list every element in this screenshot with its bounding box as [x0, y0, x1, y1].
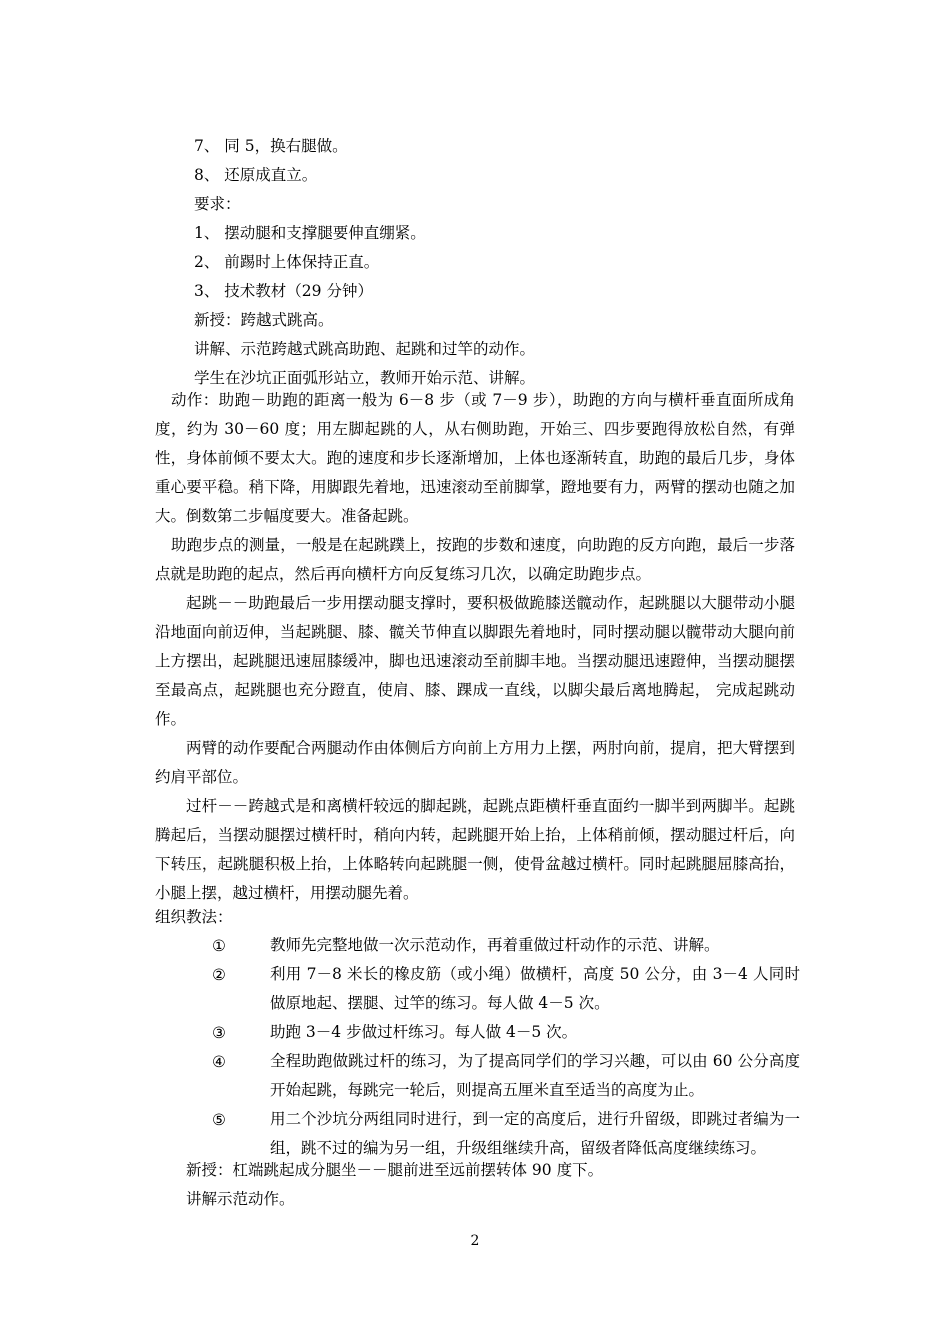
- method-5-text: 用二个沙坑分两组同时进行，到一定的高度后，进行升留级，即跳过者编为一组，跳不过的编为另一组，升级组继续升高，留级者降低高度继续练习。: [270, 1110, 800, 1157]
- method-1-number: ①: [212, 937, 226, 955]
- method-2-text: 利用 7－8 米长的橡皮筋（或小绳）做横杆，高度 50 公分，由 3－4 人同时做原地起、摆腿、过竿的练习。每人做 4－5 次。: [270, 965, 800, 1012]
- method-3-text: 助跑 3－4 步做过杆练习。每人做 4－5 次。: [270, 1023, 578, 1041]
- step-8-line: 8、 还原成直立。: [194, 166, 318, 184]
- new-lesson-parallel-bars: 新授：杠端跳起成分腿坐－－腿前进至远前摆转体 90 度下。: [186, 1161, 604, 1179]
- method-3-number: ③: [212, 1024, 226, 1042]
- bar-crossing-paragraph: 过杆－－跨越式是和离横杆较远的脚起跳，起跳点距横杆垂直面约一脚半到两脚半。起跳腾起后，当摆动腿摆过横杆时，稍向内转，起跳腿开始上抬，上体稍前倾，摆动腿过杆后，向下转压，起跳腿积极上抬，上体略转向起跳腿一侧，使骨盆越过横杆。同时起跳腿屈膝高抬，小腿上摆，越过横杆，用摆动腿先着。: [155, 797, 795, 902]
- students-position-line: 学生在沙坑正面弧形站立，教师开始示范、讲解。: [194, 369, 536, 387]
- explain-demonstrate-line: 讲解、示范跨越式跳高助跑、起跳和过竿的动作。: [194, 340, 536, 358]
- step-7-line: 7、 同 5，换右腿做。: [194, 137, 348, 155]
- method-5-number: ⑤: [212, 1111, 226, 1129]
- run-up-measure-paragraph: 助跑步点的测量，一般是在起跳蹼上，按跑的步数和速度，向助跑的反方向跑，最后一步落点就是助跑的起点，然后再向横杆方向反复练习几次，以确定助跑步点。: [155, 536, 795, 583]
- requirement-3: 3、 技术教材（29 分钟）: [194, 282, 373, 300]
- explain-demonstrate-line-2: 讲解示范动作。: [186, 1190, 295, 1208]
- method-1-text: 教师先完整地做一次示范动作，再着重做过杆动作的示范、讲解。: [270, 936, 720, 954]
- organization-method-heading: 组织教法：: [155, 908, 233, 926]
- page-number: 2: [470, 1233, 480, 1249]
- new-lesson-high-jump: 新授：跨越式跳高。: [194, 311, 334, 329]
- method-4-text: 全程助跑做跳过杆的练习，为了提高同学们的学习兴趣，可以由 60 公分高度开始起跳，每跳完一轮后，则提高五厘米直至适当的高度为止。: [270, 1052, 800, 1099]
- requirements-heading: 要求：: [194, 195, 241, 213]
- method-2-number: ②: [212, 966, 226, 984]
- action-paragraph: 动作：助跑－助跑的距离一般为 6－8 步（或 7－9 步），助跑的方向与横杆垂直面所成角度，约为 30－60 度；用左脚起跳的人，从右侧助跑，开始三、四步要跑得放松自然，有弹性，身体前倾不要太大。跑的速度和步长逐渐增加，上体也逐渐转直，助跑的最后几步，身体重心要平稳。稍下降，用脚跟先着地，迅速滚动至前脚掌，蹬地要有力，两臂的摆动也随之加大。倒数第二步幅度要大。准备起跳。: [155, 391, 795, 525]
- method-4-number: ④: [212, 1053, 226, 1071]
- requirement-1: 1、 摆动腿和支撑腿要伸直绷紧。: [194, 224, 426, 242]
- arms-paragraph: 两臂的动作要配合两腿动作由体侧后方向前上方用力上摆，两肘向前，提肩，把大臂摆到约肩平部位。: [155, 739, 795, 786]
- takeoff-paragraph: 起跳－－助跑最后一步用摆动腿支撑时，要积极做跪膝送髋动作，起跳腿以大腿带动小腿沿地面向前迈伸，当起跳腿、膝、髋关节伸直以脚跟先着地时，同时摆动腿以髋带动大腿向前上方摆出，起跳腿迅速屈膝缓冲，脚也迅速滚动至前脚丰地。当摆动腿迅速蹬伸，当摆动腿摆至最高点，起跳腿也充分蹬直，使肩、膝、踝成一直线，以脚尖最后离地腾起， 完成起跳动作。: [155, 594, 795, 728]
- requirement-2: 2、 前踢时上体保持正直。: [194, 253, 380, 271]
